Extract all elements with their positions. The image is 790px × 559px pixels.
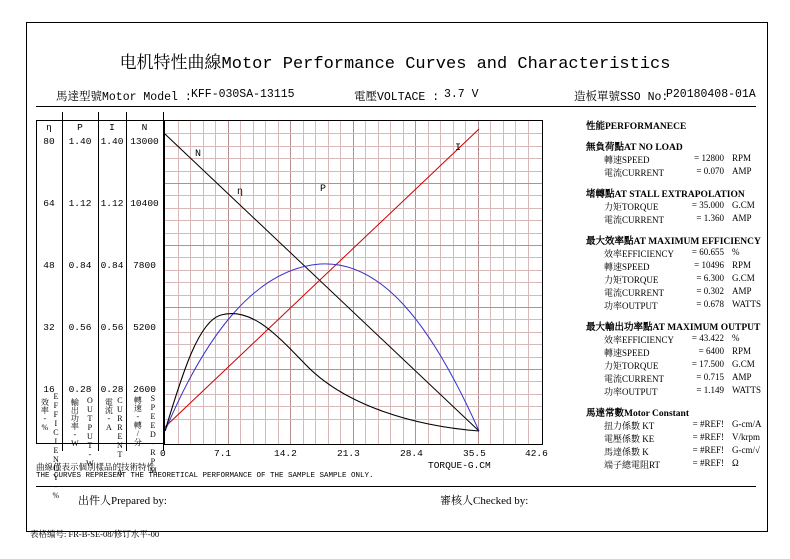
voltage-value: 3.7 V <box>444 88 479 101</box>
spec-unit: Ω <box>732 458 739 468</box>
spec-row <box>586 153 771 166</box>
axis-head-n: N <box>141 122 148 133</box>
spec-value: = 17.500 <box>691 359 724 369</box>
spec-row <box>586 372 771 385</box>
model-label: 馬達型號Motor Model : <box>56 91 192 104</box>
xtick-14: 14.2 <box>274 448 297 459</box>
eta-tick-80: 80 <box>43 136 55 147</box>
spec-key: 電流CURRENT <box>604 168 665 178</box>
n-tick-2600: 2600 <box>133 384 156 395</box>
p-tick-084: 0.84 <box>68 260 92 271</box>
spec-key: 功率OUTPUT <box>604 387 658 397</box>
n-tick-10400: 10400 <box>130 198 159 209</box>
spec-unit: AMP <box>732 166 752 176</box>
note-cn: 曲線僅表示個別樣品的技術特性 <box>36 462 156 472</box>
spec-unit: G-cm/A <box>732 419 762 429</box>
spec-row <box>586 346 771 359</box>
spec-value: = 10496 <box>694 260 724 270</box>
spec-key: 力矩TORQUE <box>604 361 659 371</box>
spec-value: = 6.300 <box>696 273 724 283</box>
spec-section-title-constants: 馬達常數Motor Constant <box>586 409 690 419</box>
spec-value: = #REF! <box>692 445 724 455</box>
eta-axis-label-en: EFFICIENCY-% <box>51 392 61 500</box>
spec-section-title-stall: 堵轉點AT STALL EXTRAPOLATION <box>586 190 745 200</box>
xtick-28: 28.4 <box>400 448 423 459</box>
spec-unit: RPM <box>732 346 752 356</box>
eta-tick-32: 32 <box>43 322 55 333</box>
spec-key: 功率OUTPUT <box>604 301 658 311</box>
spec-unit: AMP <box>732 213 752 223</box>
spec-value: = #REF! <box>692 458 724 468</box>
checked-by: 審核人Checked by: <box>440 495 529 507</box>
spec-value: = 0.715 <box>696 372 724 382</box>
spec-key: 電流CURRENT <box>604 288 665 298</box>
p-axis-label-en: OUTPUT-W <box>85 396 95 468</box>
prepared-by: 出件人Prepared by: <box>78 495 167 507</box>
voltage-label: 電壓VOLTACE : <box>354 91 440 104</box>
axis-head-eta: η <box>46 122 52 133</box>
n-axis-label-cn: 轉速-轉/分 <box>133 396 143 446</box>
p-tick-140: 1.40 <box>68 136 92 147</box>
spec-unit: G.CM <box>732 273 755 283</box>
i-tick-084: 0.84 <box>100 260 124 271</box>
spec-unit: % <box>732 333 740 343</box>
current-curve <box>165 129 479 427</box>
xtick-7: 7.1 <box>214 448 232 459</box>
spec-row <box>586 333 771 346</box>
spec-unit: RPM <box>732 153 752 163</box>
spec-unit: % <box>732 247 740 257</box>
eta-tick-16: 16 <box>43 384 55 395</box>
curve-label-eta: η <box>237 187 244 198</box>
spec-key: 電壓係數 KE <box>604 434 655 444</box>
spec-row <box>586 213 771 226</box>
i-axis-label-en: CURRENT-A <box>115 396 125 477</box>
n-axis-label-en: SPEED-RPM <box>148 394 158 475</box>
n-tick-7800: 7800 <box>133 260 156 271</box>
spec-key: 轉速SPEED <box>604 155 650 165</box>
plot-area <box>164 120 543 445</box>
spec-key: 端子總電阻RT <box>604 460 660 470</box>
note-en: THE CURVES REPRESENT THE THEORETICAL PERFORMANCE OF THE SAMPLE SAMPLE ONLY. <box>36 472 374 480</box>
spec-key: 效率EFFICIENCY <box>604 335 675 345</box>
curve-svg <box>165 121 542 444</box>
spec-value: = 0.302 <box>696 286 724 296</box>
xtick-42: 42.6 <box>525 448 548 459</box>
speed-curve <box>165 134 479 431</box>
spec-row <box>586 299 771 312</box>
spec-unit: G-cm/√ <box>732 445 760 455</box>
spec-key: 效率EFFICIENCY <box>604 249 675 259</box>
p-tick-056: 0.56 <box>68 322 92 333</box>
curve-label-n: N <box>195 149 202 160</box>
spec-row <box>586 166 771 179</box>
spec-value: = 6400 <box>698 346 724 356</box>
xtick-35: 35.5 <box>463 448 486 459</box>
header-row <box>36 88 756 106</box>
spec-unit: V/krpm <box>732 432 760 442</box>
spec-row <box>586 419 771 432</box>
i-tick-028: 0.28 <box>100 384 124 395</box>
sso-value: P20180408-01A <box>666 88 756 101</box>
spec-value: = 12800 <box>694 153 724 163</box>
i-tick-112: 1.12 <box>100 198 124 209</box>
page-title: 电机特性曲線Motor Performance Curves and Characteristics <box>119 55 671 74</box>
spec-section-title-no-load: 無負荷點AT NO LOAD <box>586 143 683 153</box>
spec-unit: WATTS <box>732 299 761 309</box>
curve-label-p: P <box>320 184 327 195</box>
sso-label: 造板單號SSO No: <box>574 91 669 104</box>
spec-key: 轉速SPEED <box>604 262 650 272</box>
p-axis-label-cn: 輸出功率-W <box>70 398 80 448</box>
spec-key: 電流CURRENT <box>604 374 665 384</box>
spec-key: 轉速SPEED <box>604 348 650 358</box>
i-tick-056: 0.56 <box>100 322 124 333</box>
xtick-0: 0 <box>160 448 166 459</box>
p-tick-112: 1.12 <box>68 198 92 209</box>
spec-unit: RPM <box>732 260 752 270</box>
spec-row <box>586 445 771 458</box>
spec-unit: AMP <box>732 372 752 382</box>
n-tick-5200: 5200 <box>133 322 156 333</box>
spec-unit: AMP <box>732 286 752 296</box>
i-axis-label-cn: 電流-A <box>104 398 114 432</box>
spec-value: = 0.678 <box>696 299 724 309</box>
spec-row <box>586 458 771 471</box>
x-axis-title: TORQUE-G.CM <box>428 460 491 471</box>
i-tick-140: 1.40 <box>100 136 124 147</box>
spec-row <box>586 286 771 299</box>
power-curve <box>165 264 479 431</box>
spec-value: = 43.422 <box>691 333 724 343</box>
spec-row <box>586 273 771 286</box>
spec-unit: G.CM <box>732 200 755 210</box>
spec-key: 扭力係數 KT <box>604 421 655 431</box>
eta-tick-48: 48 <box>43 260 55 271</box>
form-number: 表格编号: FR-B-SE-08/修订水平-00 <box>30 529 160 539</box>
curve-label-i: I <box>455 143 462 154</box>
model-value: KFF-030SA-13115 <box>191 88 295 101</box>
spec-heading: 性能PERFORMANECE <box>586 122 687 132</box>
spec-unit: G.CM <box>732 359 755 369</box>
spec-value: = 1.360 <box>696 213 724 223</box>
p-tick-028: 0.28 <box>68 384 92 395</box>
efficiency-curve <box>165 314 479 431</box>
spec-section-title-max-out: 最大輸出功率點AT MAXIMUM OUTPUT <box>586 323 761 333</box>
spec-section-title-max-eff: 最大效率點AT MAXIMUM EFFICIENCY <box>586 237 761 247</box>
eta-axis-label-cn: 效率-% <box>40 398 50 432</box>
spec-value: = 0.070 <box>696 166 724 176</box>
signature-divider <box>36 486 756 487</box>
spec-key: 馬達係數 K <box>604 447 649 457</box>
spec-row <box>586 432 771 445</box>
n-tick-13000: 13000 <box>130 136 159 147</box>
spec-value: = #REF! <box>692 432 724 442</box>
spec-row <box>586 247 771 260</box>
eta-tick-64: 64 <box>43 198 55 209</box>
spec-key: 電流CURRENT <box>604 215 665 225</box>
spec-value: = 60.655 <box>691 247 724 257</box>
spec-row <box>586 359 771 372</box>
spec-value: = 1.149 <box>696 385 724 395</box>
spec-unit: WATTS <box>732 385 761 395</box>
spec-key: 力矩TORQUE <box>604 202 659 212</box>
axis-head-i: I <box>109 122 115 133</box>
axis-head-p: P <box>77 122 83 133</box>
spec-value: = #REF! <box>692 419 724 429</box>
spec-panel <box>586 118 771 471</box>
spec-key: 力矩TORQUE <box>604 275 659 285</box>
spec-row <box>586 385 771 398</box>
xtick-21: 21.3 <box>337 448 360 459</box>
spec-row <box>586 260 771 273</box>
spec-value: = 35.000 <box>691 200 724 210</box>
header-divider <box>36 106 756 107</box>
spec-row <box>586 200 771 213</box>
